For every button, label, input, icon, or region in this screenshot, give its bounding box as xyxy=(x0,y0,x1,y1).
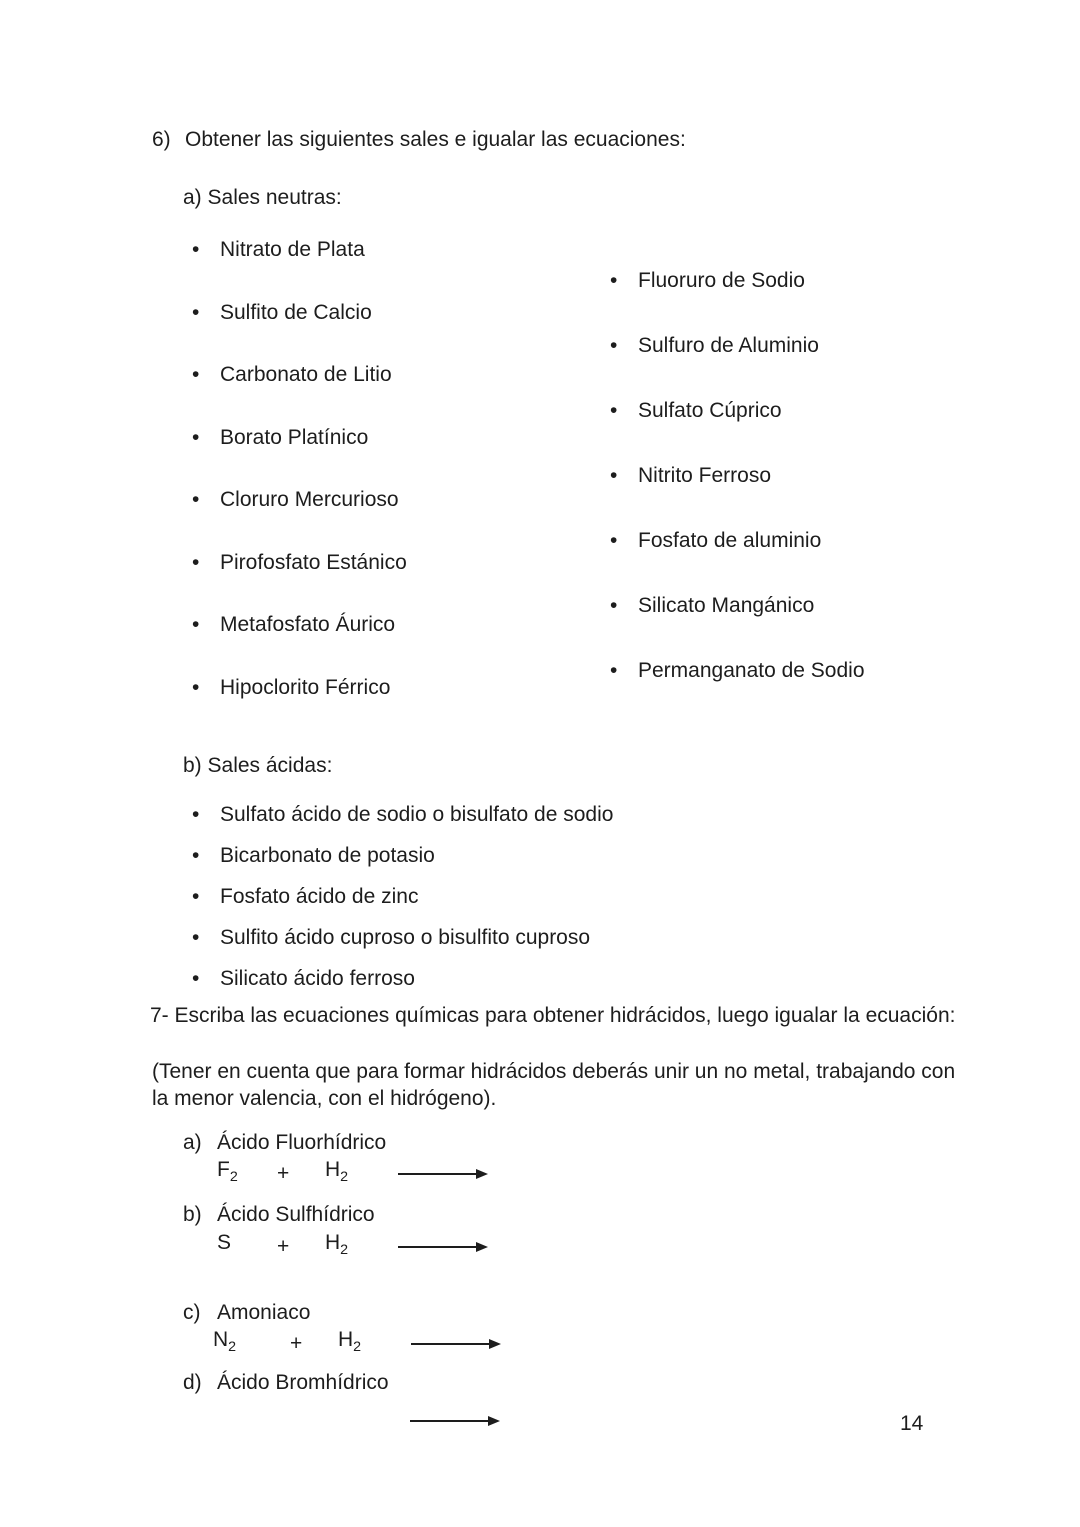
equation-letter: a) xyxy=(183,1131,202,1154)
equation-c-name xyxy=(183,1299,310,1327)
neutral-salts-left-list xyxy=(192,236,407,736)
list-item xyxy=(192,361,407,424)
bullet-icon: • xyxy=(192,885,200,908)
bullet-icon: • xyxy=(610,269,618,292)
list-item xyxy=(192,299,407,362)
reactant-subscript: 2 xyxy=(353,1339,362,1356)
bullet-icon: • xyxy=(192,550,200,574)
reactant-1 xyxy=(217,1229,277,1264)
bullet-icon: • xyxy=(610,464,618,487)
question-6-text: Obtener las siguientes sales e igualar las ecuaciones: xyxy=(185,128,686,151)
bullet-icon: • xyxy=(192,675,200,699)
list-item xyxy=(192,424,407,487)
salt-name: Pirofosfato Estánico xyxy=(220,550,407,574)
salt-name: Silicato Mangánico xyxy=(638,594,815,617)
salt-name: Silicato ácido ferroso xyxy=(220,967,415,990)
bullet-icon: • xyxy=(610,594,618,617)
equation-title: Ácido Bromhídrico xyxy=(217,1371,389,1394)
acid-salts-list xyxy=(192,801,613,1006)
equation-title: Ácido Fluorhídrico xyxy=(217,1131,387,1154)
reactant-1 xyxy=(213,1326,290,1361)
salt-name: Permanganato de Sodio xyxy=(638,659,865,682)
reactant-subscript: 2 xyxy=(340,1169,349,1186)
reaction-arrow-icon xyxy=(398,1240,488,1254)
salt-name: Sulfito de Calcio xyxy=(220,300,372,324)
reactant-1 xyxy=(217,1156,277,1191)
question-7-note-line1: (Tener en cuenta que para formar hidrácidos deberás unir un no metal, trabajando con xyxy=(152,1060,956,1083)
salt-name: Fosfato ácido de zinc xyxy=(220,885,419,908)
salt-name: Carbonato de Litio xyxy=(220,363,392,386)
list-item xyxy=(610,267,865,332)
list-item xyxy=(192,801,613,842)
reactant-symbol: H xyxy=(325,1231,341,1254)
bullet-icon: • xyxy=(192,613,200,636)
equation-b-name xyxy=(183,1201,375,1229)
bullet-icon: • xyxy=(192,425,200,449)
bullet-icon: • xyxy=(192,300,200,324)
salt-name: Cloruro Mercurioso xyxy=(220,488,399,511)
list-item xyxy=(610,527,865,592)
reactant-subscript: 2 xyxy=(340,1242,349,1259)
list-item xyxy=(610,657,865,722)
bullet-icon: • xyxy=(192,488,200,511)
list-item xyxy=(192,549,407,612)
reactant-symbol: F xyxy=(217,1158,230,1181)
salt-name: Nitrito Ferroso xyxy=(638,464,772,487)
neutral-salts-right-list xyxy=(610,267,865,722)
list-item xyxy=(610,462,865,527)
page-number: 14 xyxy=(900,1412,924,1435)
salt-name: Fosfato de aluminio xyxy=(638,529,822,552)
equation-d-arrow xyxy=(410,1414,500,1428)
salt-name: Sulfito ácido cuproso o bisulfito cuproso xyxy=(220,926,591,949)
bullet-icon: • xyxy=(192,803,200,826)
equation-title: Ácido Sulfhídrico xyxy=(217,1203,375,1226)
reactant-2 xyxy=(338,1326,411,1361)
neutral-salts-label: a) Sales neutras: xyxy=(183,186,342,209)
equation-letter: c) xyxy=(183,1301,201,1324)
question-7-note-line2: la menor valencia, con el hidrógeno). xyxy=(152,1087,497,1110)
list-item xyxy=(192,842,613,883)
question-6-heading xyxy=(152,126,686,154)
bullet-icon: • xyxy=(192,238,200,261)
equation-b-formula xyxy=(217,1229,488,1264)
reaction-arrow-icon xyxy=(398,1167,488,1181)
list-item xyxy=(192,965,613,1006)
list-item xyxy=(192,611,407,674)
equation-a-formula xyxy=(217,1156,488,1191)
salt-name: Sulfato Cúprico xyxy=(638,399,782,422)
equation-c-formula xyxy=(213,1326,501,1361)
salt-name: Bicarbonato de potasio xyxy=(220,844,435,867)
list-item xyxy=(192,674,407,737)
reaction-arrow-icon xyxy=(410,1414,500,1428)
reactant-2 xyxy=(325,1156,398,1191)
reactant-symbol: H xyxy=(325,1158,341,1181)
salt-name: Nitrato de Plata xyxy=(220,238,365,261)
equation-d-name xyxy=(183,1369,389,1397)
bullet-icon: • xyxy=(610,529,618,552)
list-item xyxy=(192,236,407,299)
reactant-subscript: 2 xyxy=(229,1169,238,1186)
plus-sign: + xyxy=(277,1161,290,1185)
list-item xyxy=(610,592,865,657)
equation-title: Amoniaco xyxy=(217,1301,311,1324)
salt-name: Borato Platínico xyxy=(220,425,369,449)
bullet-icon: • xyxy=(192,926,200,949)
bullet-icon: • xyxy=(610,334,618,357)
reactant-symbol: S xyxy=(217,1231,232,1254)
question-6-number: 6) xyxy=(152,128,171,151)
salt-name: Sulfuro de Aluminio xyxy=(638,334,819,357)
salt-name: Sulfato ácido de sodio o bisulfato de sodio xyxy=(220,803,614,826)
salt-name: Hipoclorito Férrico xyxy=(220,675,391,699)
list-item xyxy=(610,332,865,397)
reactant-2 xyxy=(325,1229,398,1264)
list-item xyxy=(192,486,407,549)
question-7-heading: 7- Escriba las ecuaciones químicas para obtener hidrácidos, luego igualar la ecuación: xyxy=(150,1004,956,1027)
plus-sign: + xyxy=(290,1331,303,1355)
list-item xyxy=(192,883,613,924)
reactant-symbol: H xyxy=(338,1328,354,1351)
salt-name: Metafosfato Áurico xyxy=(220,613,396,636)
equation-a-name xyxy=(183,1129,386,1157)
acid-salts-label: b) Sales ácidas: xyxy=(183,754,333,777)
plus-sign: + xyxy=(277,1234,290,1258)
bullet-icon: • xyxy=(192,844,200,867)
equation-letter: d) xyxy=(183,1371,202,1394)
equation-letter: b) xyxy=(183,1203,202,1226)
bullet-icon: • xyxy=(192,967,200,990)
reactant-symbol: N xyxy=(213,1328,229,1351)
bullet-icon: • xyxy=(192,363,200,386)
reaction-arrow-icon xyxy=(411,1337,501,1351)
salt-name: Fluoruro de Sodio xyxy=(638,269,805,292)
bullet-icon: • xyxy=(610,399,618,422)
list-item xyxy=(610,397,865,462)
list-item xyxy=(192,924,613,965)
bullet-icon: • xyxy=(610,659,618,682)
reactant-subscript: 2 xyxy=(228,1339,237,1356)
